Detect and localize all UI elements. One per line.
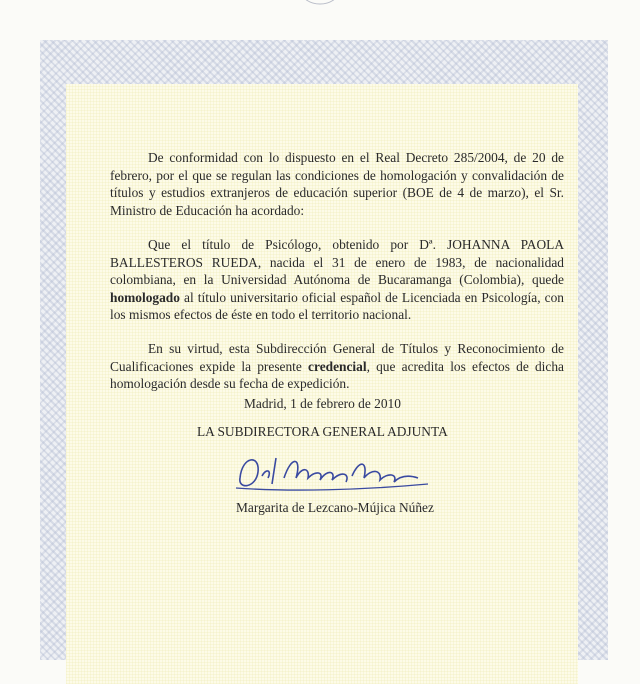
signatory-name: Margarita de Lezcano-Mújica Núñez [236,500,434,515]
text-line [110,289,564,306]
text-line: BALLESTEROS RUEDA, nacida el 31 de enero de 1983, de nacionalidad [110,255,564,270]
signatory-title: LA SUBDIRECTORA GENERAL ADJUNTA [197,424,448,439]
text-line: los mismos efectos de éste en todo el territorio nacional. [110,307,412,322]
text-line: Que el título de Psicólogo, obtenido por Dª. JOHANNA PAOLA [148,237,564,252]
bold-credencial: credencial [308,359,367,374]
text-line: homologación desde su fecha de expedición. [110,376,350,391]
text-line: febrero, por el que se regulan las condiciones de homologación y convalidación de [110,168,564,183]
bold-homologado: homologado [110,290,180,305]
text-line: títulos y estudios extranjeros de educación superior (BOE de 4 de marzo), el Sr. [110,185,564,200]
place-date: Madrid, 1 de febrero de 2010 [244,396,401,411]
text-line: Ministro de Educación ha acordado: [110,203,305,218]
text-line: De conformidad con lo dispuesto en el Real Decreto 285/2004, de 20 de [148,150,564,165]
text-line [110,358,564,375]
handwritten-signature [232,448,432,498]
coat-of-arms-seal [275,0,365,10]
text-line: colombiana, en la Universidad Autónoma de Bucaramanga (Colombia), quede [110,272,564,287]
text-line: En su virtud, esta Subdirección General de Títulos y Reconocimiento de [148,341,564,356]
text-segment: al título universitario oficial español de Licenciada en Psicología, con [184,290,564,305]
text-segment: Cualificaciones expide la presente [110,359,302,374]
text-segment: , que acredita los efectos de dicha [366,359,564,374]
